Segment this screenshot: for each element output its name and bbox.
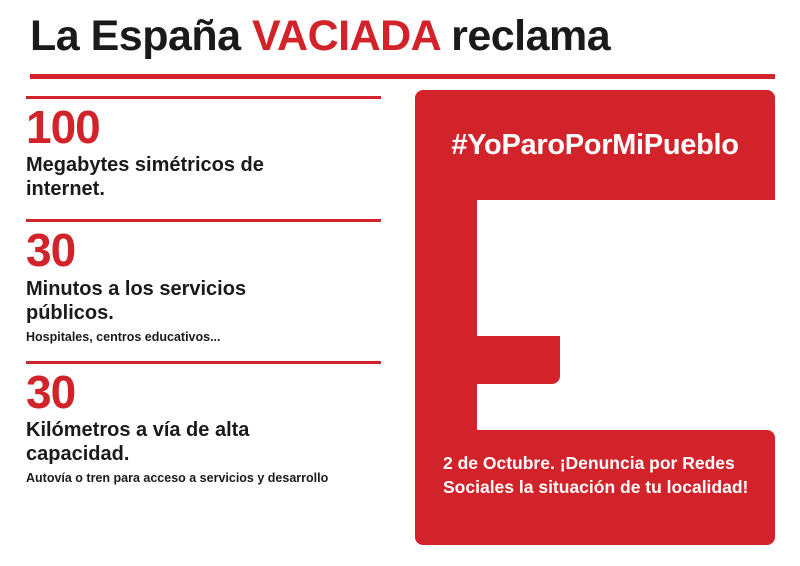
title-accent-word: VACIADA <box>252 12 440 60</box>
claims-column <box>26 90 381 486</box>
claim-item <box>26 355 381 486</box>
red-shape-arm <box>415 336 560 384</box>
claim-divider <box>26 96 381 99</box>
claim-number: 30 <box>26 365 76 418</box>
claim-text: Megabytes simétricos de internet. <box>26 154 264 201</box>
title-part-two: reclama <box>439 12 611 60</box>
claim-item <box>26 90 381 201</box>
call-to-action-text <box>443 452 753 499</box>
claim-number: 100 <box>26 101 100 153</box>
claim-text: Minutos a los servicios públicos. <box>26 277 247 324</box>
title-part-one: La España <box>30 12 253 60</box>
title-divider <box>30 74 775 79</box>
claim-text: Kilómetros a vía de alta capacidad. <box>26 418 250 465</box>
hashtag-column <box>415 90 775 545</box>
claim-item <box>26 213 381 344</box>
claim-number: 30 <box>26 224 76 277</box>
claim-divider <box>26 219 381 222</box>
claim-note: Hospitales, centros educativos... <box>26 329 221 344</box>
event-message: ¡Denuncia por Redes Sociales la situación de tu localidad! <box>443 453 749 497</box>
event-date: 2 de Octubre. <box>443 453 555 473</box>
hashtag-text: #YoParoPorMiPueblo <box>451 128 739 161</box>
claim-divider <box>26 361 381 364</box>
page-title <box>30 12 775 61</box>
claim-note: Autovía o tren para acceso a servicios y desarrollo <box>26 470 329 485</box>
